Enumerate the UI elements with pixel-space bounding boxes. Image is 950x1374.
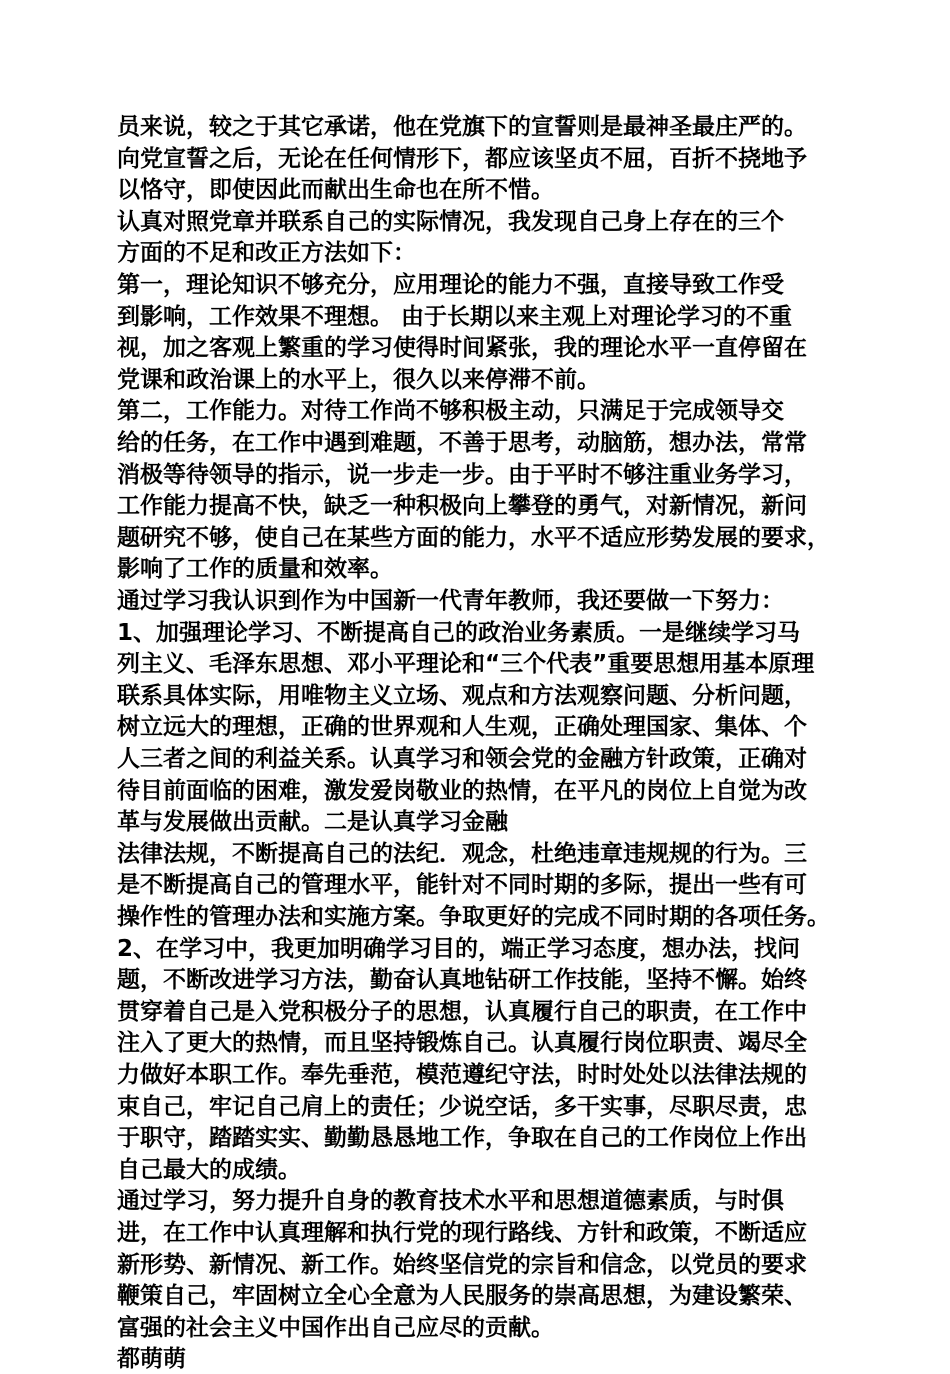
- text-line: 视，加之客观上繁重的学习使得时间紧张，我的理论水平一直停留在: [117, 335, 807, 362]
- text-line: 向党宣誓之后，无论在任何情形下，都应该坚贞不屈，百折不挠地予: [117, 145, 807, 172]
- text-line: 于职守，踏踏实实、勤勤恳恳地工作，争取在自己的工作岗位上作出: [117, 1125, 807, 1152]
- text-line: 富强的社会主义中国作出自己应尽的贡献。: [117, 1314, 554, 1341]
- text-line: 到影响，工作效果不理想。 由于长期以来主观上对理论学习的不重: [117, 303, 793, 330]
- text-line: 党课和政治课上的水平上，很久以来停滞不前。: [117, 366, 600, 393]
- text-line: 鞭策自己，牢固树立全心全意为人民服务的崇高思想，为建设繁荣、: [117, 1283, 807, 1310]
- text-line: 力做好本职工作。奉先垂范，模范遵纪守法，时时处处以法律法规的: [117, 1062, 807, 1088]
- text-line: 2、在学习中，我更加明确学习目的，端正学习态度，想办法，找问: [117, 935, 801, 962]
- text-line: 人三者之间的利益关系。认真学习和领会党的金融方针政策，正确对: [117, 746, 807, 772]
- text-line: 新形势、新情况、新工作。始终坚信党的宗旨和信念，以党员的要求: [117, 1251, 807, 1278]
- text-line: 进，在工作中认真理解和执行党的现行路线、方针和政策，不断适应: [117, 1220, 807, 1246]
- text-line: 贯穿着自己是入党积极分子的思想，认真履行自己的职责，在工作中: [117, 998, 807, 1025]
- text-line: 通过学习，努力提升自身的教育技术水平和思想道德素质，与时俱: [117, 1188, 784, 1215]
- text-line: 员来说，较之于其它承诺，他在党旗下的宣誓则是最神圣最庄严的。: [117, 114, 807, 140]
- text-line: 都萌萌: [117, 1346, 186, 1373]
- text-line: 操作性的管理办法和实施方案。争取更好的完成不同时期的各项任务。: [117, 904, 830, 930]
- text-line: 影响了工作的质量和效率。: [117, 556, 393, 583]
- text-line: 革与发展做出贡献。二是认真学习金融: [117, 809, 508, 836]
- text-line: 注入了更大的热情，而且坚持锻炼自己。认真履行岗位职责、竭尽全: [117, 1030, 807, 1057]
- text-line: 通过学习我认识到作为中国新一代青年教师，我还要做一下努力：: [117, 588, 784, 614]
- text-line: 题研究不够，使自己在某些方面的能力，水平不适应形势发展的要求，: [117, 524, 830, 551]
- text-line: 第一，理论知识不够充分，应用理论的能力不强，直接导致工作受: [117, 272, 784, 298]
- text-line: 树立远大的理想，正确的世界观和人生观，正确处理国家、集体、个: [117, 714, 807, 741]
- text-line: 待目前面临的困难，激发爱岗敬业的热情，在平凡的岗位上自觉为改: [117, 777, 807, 804]
- text-line: 给的任务，在工作中遇到难题，不善于思考，动脑筋，想办法，常常: [117, 430, 807, 456]
- text-line: 方面的不足和改正方法如下：: [117, 240, 416, 267]
- text-line: 题，不断改进学习方法，勤奋认真地钻研工作技能，坚持不懈。始终: [117, 967, 807, 994]
- text-line: 是不断提高自己的管理水平，能针对不同时期的多际，提出一些有可: [117, 872, 807, 899]
- text-line: 束自己，牢记自己肩上的责任；少说空话，多干实事，尽职尽责，忠: [117, 1093, 807, 1120]
- text-line: 自己最大的成绩。: [117, 1156, 301, 1183]
- text-line: 第二，工作能力。对待工作尚不够积极主动，只满足于完成领导交: [117, 398, 784, 425]
- text-line: 1、加强理论学习、不断提高自己的政治业务素质。一是继续学习马: [117, 619, 801, 646]
- text-line: 工作能力提高不快，缺乏一种积极向上攀登的勇气，对新情况，新问: [117, 493, 807, 520]
- text-line: 法律法规，不断提高自己的法纪．观念，杜绝违章违规规的行为。三: [117, 840, 807, 867]
- text-line: 以恪守，即使因此而献出生命也在所不惜。: [117, 177, 554, 204]
- text-line: 认真对照党章并联系自己的实际情况，我发现自己身上存在的三个: [117, 208, 784, 235]
- text-line: 消极等待领导的指示，说一步走一步。由于平时不够注重业务学习，: [117, 461, 807, 488]
- text-line: 列主义、毛泽东思想、邓小平理论和“三个代表”重要思想用基本原理: [117, 651, 815, 678]
- text-line: 联系具体实际，用唯物主义立场、观点和方法观察问题、分析问题，: [117, 682, 807, 709]
